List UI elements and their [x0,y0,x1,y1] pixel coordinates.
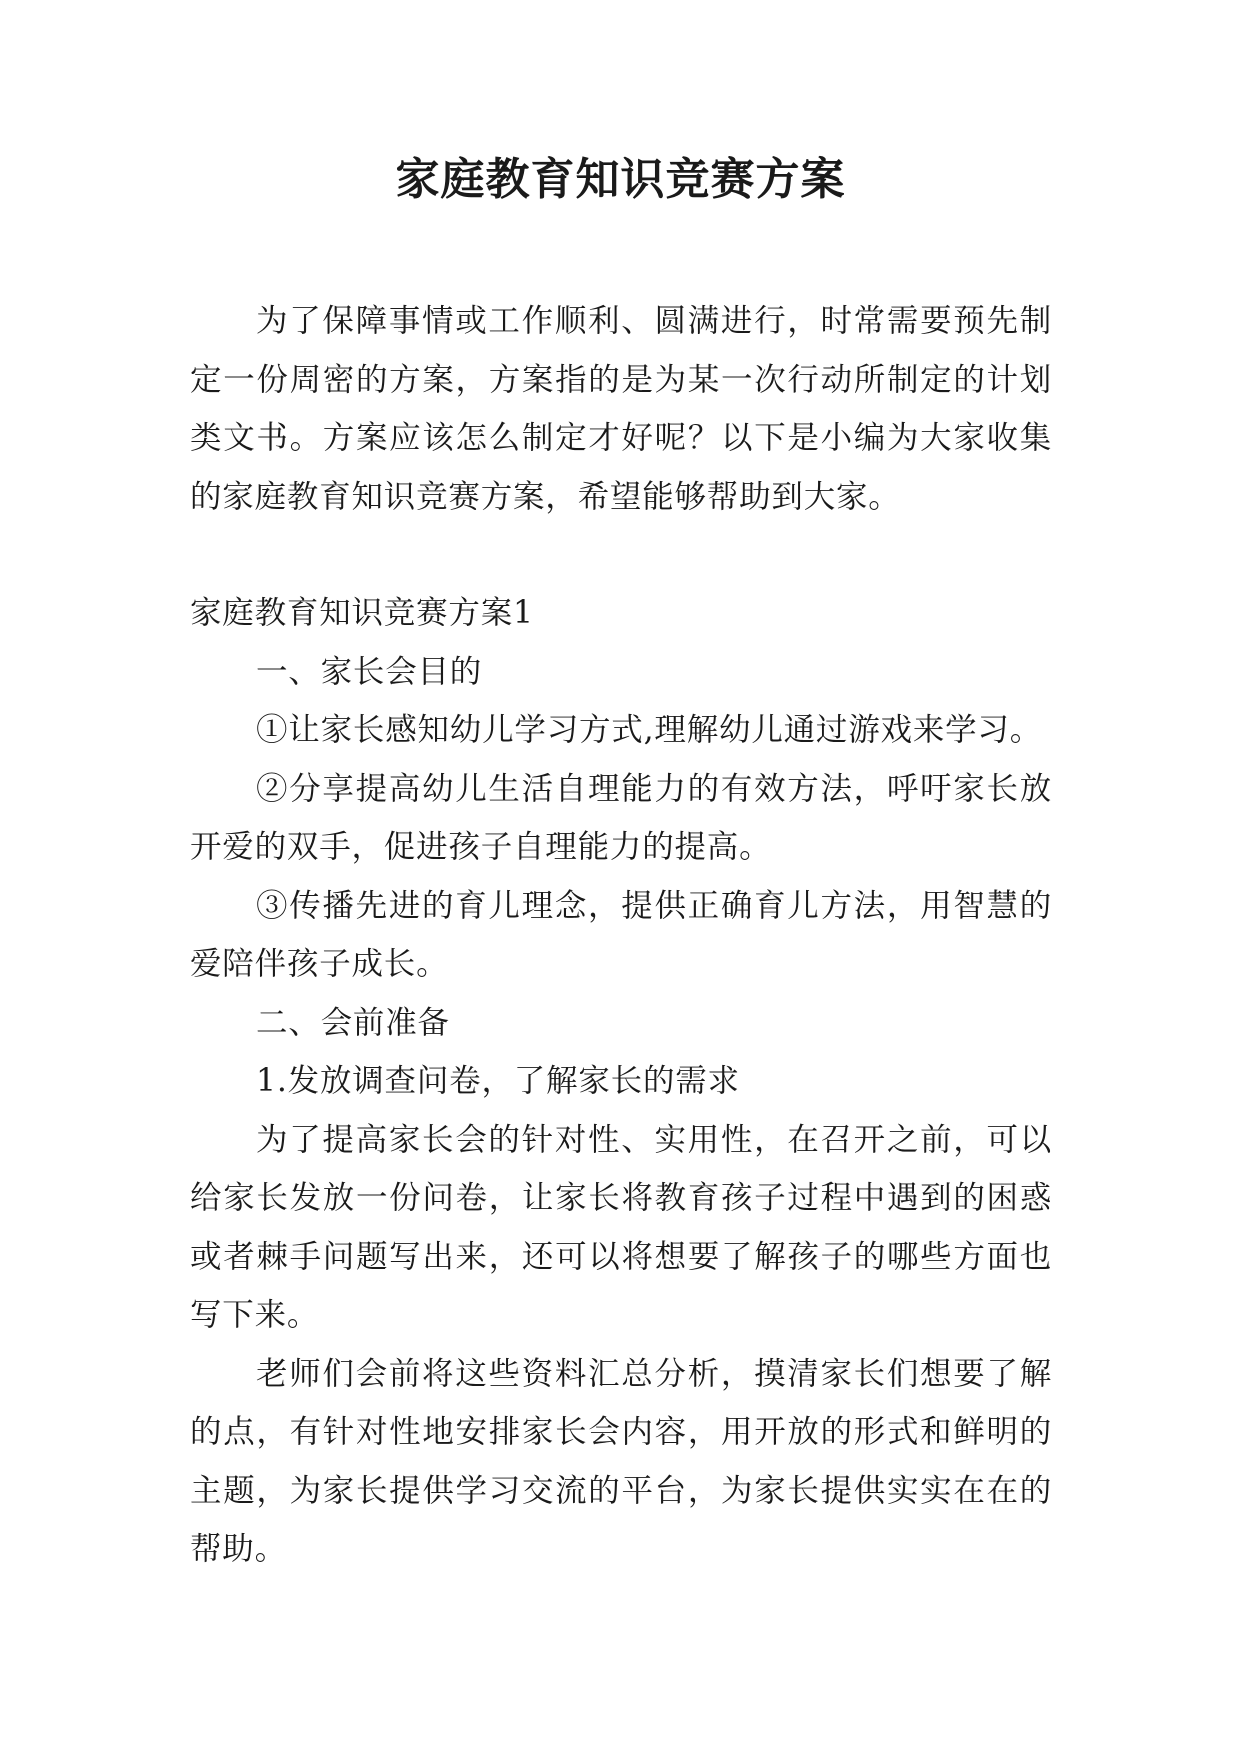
prep1-paragraph-1: 为了提高家长会的针对性、实用性，在召开之前，可以给家长发放一份问卷，让家长将教育孩子过程中遇到的困惑或者棘手问题写出来，还可以将想要了解孩子的哪些方面也写下来。 [190,1121,1052,1333]
part1-heading: 一、家长会目的 [256,653,483,690]
intro-paragraph: 为了保障事情或工作顺利、圆满进行，时常需要预先制定一份周密的方案，方案指的是为某一次行动所制定的计划类文书。方案应该怎么制定才好呢？以下是小编为大家收集的家庭教育知识竞赛方案，希望能够帮助到大家。 [190,303,1052,515]
goal-item-3: ③传播先进的育儿理念，提供正确育儿方法，用智慧的爱陪伴孩子成长。 [190,887,1052,982]
prep1-heading: 1.发放调查问卷，了解家长的需求 [256,1063,740,1099]
section-title: 家庭教育知识竞赛方案1 [190,595,534,631]
goal-item-1: ①让家长感知幼儿学习方式,理解幼儿通过游戏来学习。 [256,712,1043,748]
document-title: 家庭教育知识竞赛方案 [395,154,846,205]
document-body [190,292,1052,1579]
part2-heading: 二、会前准备 [256,1004,450,1041]
prep1-paragraph-2: 老师们会前将这些资料汇总分析，摸清家长们想要了解的点，有针对性地安排家长会内容，用开放的形式和鲜明的主题，为家长提供学习交流的平台，为家长提供实实在在的帮助。 [190,1355,1052,1567]
goal-item-2: ②分享提高幼儿生活自理能力的有效方法，呼吁家长放开爱的双手，促进孩子自理能力的提高。 [190,770,1052,865]
